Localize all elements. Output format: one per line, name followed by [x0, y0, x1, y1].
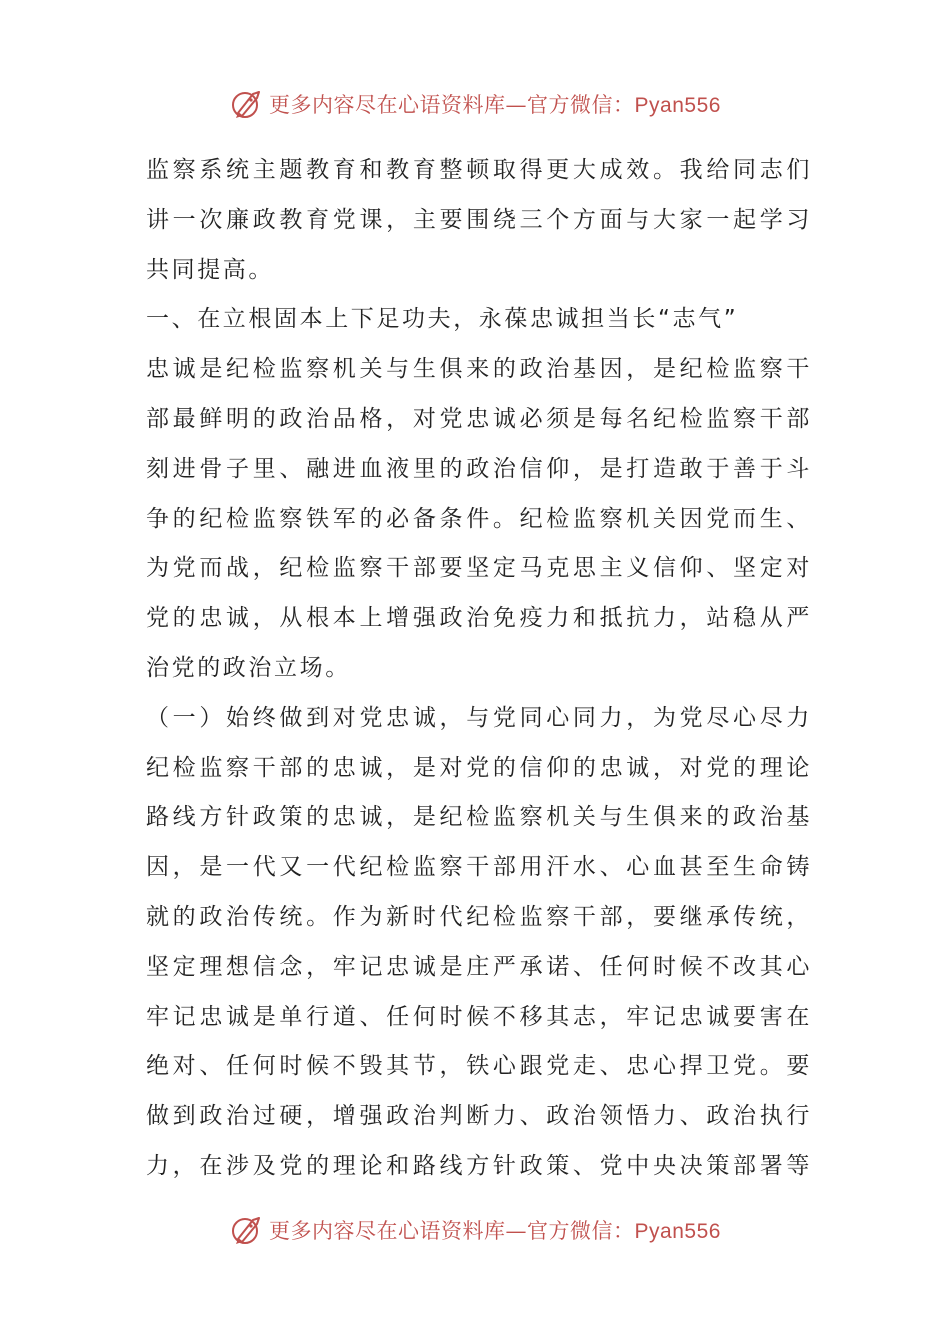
- pen-nib-logo-icon: [229, 1212, 265, 1248]
- text-line: 力，在涉及党的理论和路线方针政策、党中央决策部署等: [146, 1152, 812, 1179]
- footer-banner-text: 更多内容尽在心语资料库—官方微信：Pyan556: [269, 1219, 721, 1243]
- text-line: 坚定理想信念，牢记忠诚是庄严承诺、任何时候不改其心: [146, 953, 812, 980]
- header-watermark-banner: [0, 84, 950, 124]
- text-line: 纪检监察干部的忠诚，是对党的信仰的忠诚，对党的理论: [146, 754, 812, 781]
- header-banner-text: 更多内容尽在心语资料库—官方微信：Pyan556: [269, 93, 721, 117]
- text-line: 刻进骨子里、融进血液里的政治信仰，是打造敢于善于斗: [146, 455, 812, 482]
- text-line: 讲一次廉政教育党课，主要围绕三个方面与大家一起学习: [146, 206, 812, 233]
- text-line: 路线方针政策的忠诚，是纪检监察机关与生俱来的政治基: [146, 804, 812, 831]
- pen-nib-logo-icon: [229, 86, 265, 122]
- section-heading-1: 一、在立根固本上下足功夫，永葆忠诚担当长“志气”: [146, 306, 739, 333]
- subsection-heading-1: （一）始终做到对党忠诚，与党同心同力，为党尽心尽力: [146, 704, 812, 731]
- text-line: 因，是一代又一代纪检监察干部用汗水、心血甚至生命铸: [146, 854, 812, 881]
- text-line: 党的忠诚，从根本上增强政治免疫力和抵抗力，站稳从严: [146, 605, 812, 632]
- footer-watermark-banner: [0, 1210, 950, 1250]
- text-line: 争的纪检监察铁军的必备条件。纪检监察机关因党而生、: [146, 505, 812, 532]
- text-line: 就的政治传统。作为新时代纪检监察干部，要继承传统，: [146, 903, 812, 930]
- text-line: 牢记忠诚是单行道、任何时候不移其志，牢记忠诚要害在: [146, 1003, 812, 1030]
- document-body: [146, 146, 812, 1192]
- text-line: 治党的政治立场。: [146, 654, 351, 681]
- text-line: 忠诚是纪检监察机关与生俱来的政治基因，是纪检监察干: [146, 356, 812, 383]
- text-line: 为党而战，纪检监察干部要坚定马克思主义信仰、坚定对: [146, 555, 812, 582]
- text-line: 监察系统主题教育和教育整顿取得更大成效。我给同志们: [146, 157, 812, 183]
- text-line: 共同提高。: [146, 256, 274, 283]
- text-line: 部最鲜明的政治品格，对党忠诚必须是每名纪检监察干部: [146, 405, 812, 432]
- text-line: 做到政治过硬，增强政治判断力、政治领悟力、政治执行: [146, 1103, 812, 1130]
- text-line: 绝对、任何时候不毁其节，铁心跟党走、忠心捍卫党。要: [146, 1053, 812, 1080]
